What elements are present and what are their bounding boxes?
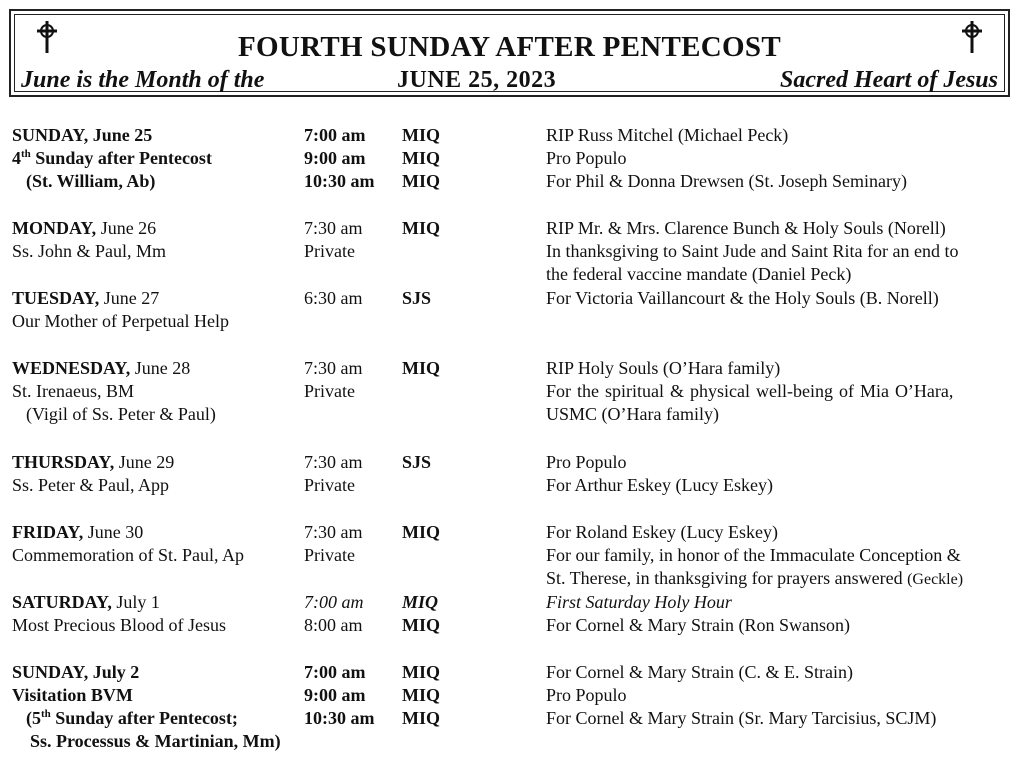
feast-label: Ss. John & Paul, Mm (12, 241, 167, 261)
mass-intention: In thanksgiving to Saint Jude and Saint Rita for an end to (546, 241, 959, 261)
mass-intention: For Phil & Donna Drewsen (St. Joseph Seminary) (546, 171, 907, 191)
mass-location: MIQ (402, 218, 440, 238)
mass-intention: Pro Populo (546, 452, 627, 472)
date-heading: JUNE 25, 2023 (397, 67, 557, 93)
mass-intention: RIP Russ Mitchel (Michael Peck) (546, 125, 789, 145)
mass-intention: the federal vaccine mandate (Daniel Peck) (546, 264, 852, 284)
mass-location: MIQ (402, 358, 440, 378)
mass-time: 8:00 am (304, 615, 363, 635)
feast-label-3: Ss. Processus & Martinian, Mm) (30, 731, 281, 751)
mass-time: Private (304, 241, 355, 261)
feast-label: Commemoration of St. Paul, Ap (12, 545, 244, 565)
feast-label-2: (St. William, Ab) (26, 171, 156, 191)
header-box (9, 9, 1010, 97)
mass-location: MIQ (402, 615, 440, 635)
day-label: SATURDAY, July 1 (12, 592, 160, 612)
mass-time: 10:30 am (304, 171, 375, 191)
mass-intention: For the spiritual & physical well-being of Mia O’Hara, (546, 381, 954, 401)
mass-location: MIQ (402, 522, 440, 542)
mass-time: 7:00 am (304, 592, 364, 612)
feast-label: Visitation BVM (12, 685, 133, 705)
page-title: FOURTH SUNDAY AFTER PENTECOST (238, 31, 781, 63)
mass-intention: For Roland Eskey (Lucy Eskey) (546, 522, 778, 542)
day-label: SUNDAY, July 2 (12, 662, 140, 682)
mass-time: 7:30 am (304, 522, 363, 542)
feast-label-2: (Vigil of Ss. Peter & Paul) (26, 404, 216, 424)
mass-time: 7:00 am (304, 662, 366, 682)
mass-location: MIQ (402, 685, 440, 705)
mass-time: 9:00 am (304, 685, 366, 705)
day-label: WEDNESDAY, June 28 (12, 358, 191, 378)
mass-intention: For Cornel & Mary Strain (C. & E. Strain) (546, 662, 853, 682)
feast-label: Our Mother of Perpetual Help (12, 311, 229, 331)
day-label: FRIDAY, June 30 (12, 522, 144, 542)
mass-intention: Pro Populo (546, 148, 627, 168)
mass-intention: RIP Holy Souls (O’Hara family) (546, 358, 781, 378)
mass-location: MIQ (402, 708, 440, 728)
mass-location: SJS (402, 288, 432, 308)
mass-time: 7:30 am (304, 358, 363, 378)
mass-location: MIQ (402, 148, 440, 168)
mass-time: 6:30 am (304, 288, 363, 308)
mass-intention: For Cornel & Mary Strain (Sr. Mary Tarcisius, SCJM) (546, 708, 937, 728)
mass-time: 7:00 am (304, 125, 366, 145)
feast-label-2: (5th Sunday after Pentecost; (26, 708, 238, 728)
day-label: MONDAY, June 26 (12, 218, 157, 238)
mass-time: Private (304, 381, 355, 401)
mass-time: Private (304, 475, 355, 495)
mass-intention: RIP Mr. & Mrs. Clarence Bunch & Holy Souls (Norell) (546, 218, 946, 238)
mass-time: 9:00 am (304, 148, 366, 168)
day-label: THURSDAY, June 29 (12, 452, 175, 472)
mass-time: Private (304, 545, 355, 565)
mass-time: 7:30 am (304, 452, 363, 472)
mass-location: MIQ (402, 662, 440, 682)
mass-intention: For Cornel & Mary Strain (Ron Swanson) (546, 615, 850, 635)
day-label: SUNDAY, June 25 (12, 125, 153, 145)
mass-location: MIQ (402, 592, 439, 612)
feast-label: Ss. Peter & Paul, App (12, 475, 170, 495)
mass-location: MIQ (402, 171, 440, 191)
mass-time: 7:30 am (304, 218, 363, 238)
mass-location: MIQ (402, 125, 440, 145)
subtitle-left: June is the Month of the (21, 67, 265, 93)
mass-intention: For our family, in honor of the Immaculate Conception & (546, 545, 961, 565)
mass-intention: Pro Populo (546, 685, 627, 705)
subtitle-right: Sacred Heart of Jesus (780, 67, 998, 93)
mass-intention: For Victoria Vaillancourt & the Holy Souls (B. Norell) (546, 288, 939, 308)
mass-intention: For Arthur Eskey (Lucy Eskey) (546, 475, 773, 495)
mass-intention: First Saturday Holy Hour (546, 592, 732, 612)
mass-intention: St. Therese, in thanksgiving for prayers answered (Geckle) (546, 568, 964, 588)
mass-location: SJS (402, 452, 432, 472)
feast-label: 4th Sunday after Pentecost (12, 148, 212, 168)
feast-label: Most Precious Blood of Jesus (12, 615, 227, 635)
day-label: TUESDAY, June 27 (12, 288, 160, 308)
feast-label: St. Irenaeus, BM (12, 381, 134, 401)
mass-time: 10:30 am (304, 708, 375, 728)
mass-intention: USMC (O’Hara family) (546, 404, 719, 424)
